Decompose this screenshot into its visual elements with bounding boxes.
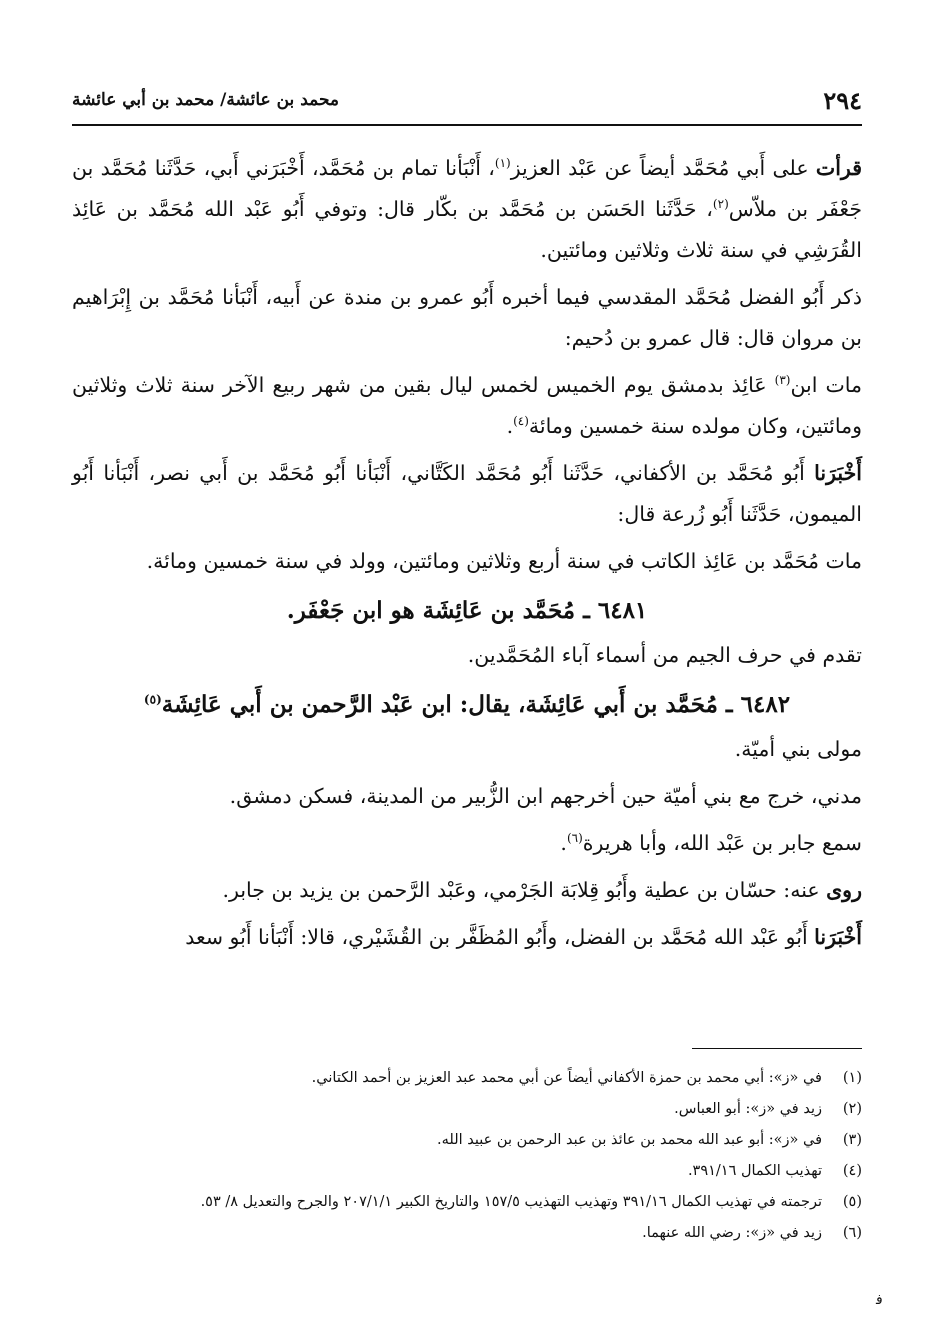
footnotes [72,1048,862,1249]
footnote-number: (٥) [842,1194,862,1210]
paragraph [72,776,862,817]
lead-word: روى [826,878,862,902]
footnote-text: في «ز»: أبو عبد الله محمد بن عائذ بن عبد الرحمن بن عبيد الله. [437,1132,822,1148]
running-title: محمد بن عائشة/ محمد بن أبي عائشة [72,90,340,110]
entry-title-6481: ٦٤٨١ ـ مُحَمَّد بن عَائِشَة هو ابن جَعْفَر. [286,597,648,624]
footnote-ref: (٥) [143,692,162,707]
paragraph-text: ، أَنْبَأنا تمام بن مُحَمَّد، أَخْبَرَني أَبي، حَدَّثَنا مُحَمَّد بن جَعْفَر بن ملاّس [72,156,862,221]
paragraph [72,823,862,864]
paragraph-text: أَبُو عَبْد الله مُحَمَّد بن الفضل، وأَبُو المُظَفَّر بن القُشَيْري، قالا: أَنْبَأنا أَبُو سعد [185,925,815,949]
paragraph-text: مدني، خرج مع بني أميّة حين أخرجهم ابن الزُّبير من المدينة، فسكن دمشق. [229,784,862,808]
footnote-text: زيد في «ز»: أبو العباس. [674,1101,822,1117]
footnote [72,1218,862,1249]
paragraph-text: مات مُحَمَّد بن عَائِذ الكاتب في سنة أربع وثلاثين ومائتين، وولد في سنة خمسين ومائة. [146,549,862,573]
paragraph-text: عنه: حسّان بن عطية وأَبُو قِلابَة الجَرْمي، وعَبْد الرَّحمن بن يزيد بن جابر. [222,878,827,902]
footnote-text: زيد في «ز»: رضي الله عنهما. [642,1225,822,1241]
main-text [72,148,862,964]
paragraph-text: على أَبي مُحَمَّد أيضاً عن عَبْد العزيز [510,156,816,180]
paragraph [72,729,862,770]
footnote [72,1187,862,1218]
paragraph-text: . [506,414,514,438]
paragraph [72,917,862,958]
paragraph-text: مولى بني أميّة. [734,737,862,761]
paragraph [72,635,862,676]
paragraph-text: . [560,831,567,855]
paragraph-text: أَبُو مُحَمَّد بن الأكفاني، حَدَّثَنا أَبُو مُحَمَّد الكَتَّاني، أَنْبَأنا أَبُو مُحَمَّد بن أَبي نصر، أَنْبَأنا أَبُو الميمون، حَدَّثَنا أَبُو زُرعة قال: [72,461,862,526]
footnote-number: (٢) [842,1101,862,1117]
footnote-ref: (١) [494,156,511,171]
footnote-text: ترجمته في تهذيب الكمال ٣٩١/١٦ وتهذيب التهذيب ١٥٧/٥ والتاريخ الكبير ٢٠٧/١/١ والجرح والتعديل ٨/ ٥٣. [200,1194,822,1210]
footnote-number: (٣) [842,1132,862,1148]
footnote-ref: (٣) [774,373,791,388]
corner-mark: ﻓ [876,1292,883,1308]
paragraph [72,541,862,582]
paragraph-text: عَائِذ بدمشق يوم الخميس لخمس ليال بقين من شهر ربيع الآخر سنة ثلاث وثلاثين ومائتين، وكان مولده سنة خمسين ومائة [72,373,862,438]
footnote [72,1063,862,1094]
lead-word: أَخْبَرَنا [814,461,862,485]
paragraph-text: سمع جابر بن عَبْد الله، وأبا هريرة [582,831,862,855]
footnote-text: تهذيب الكمال ٣٩١/١٦. [687,1163,822,1179]
paragraph [72,870,862,911]
lead-word: قرأت [815,156,862,180]
entry-title-text: ٦٤٨٢ ـ مُحَمَّد بن أَبي عَائِشَة، يقال: ابن عَبْد الرَّحمن بن أَبي عَائِشَة [161,691,791,718]
footnote-ref: (٤) [513,414,529,429]
paragraph [72,365,862,447]
footnote [72,1156,862,1187]
footnote-number: (١) [842,1070,862,1086]
paragraph-text: ذكر أَبُو الفضل مُحَمَّد المقدسي فيما أخبره أَبُو عمرو بن مندة عن أَبيه، أَنْبَأنا مُحَمَّد بن إِبْرَاهيم بن مروان قال: قال عمرو بن دُحيم: [72,285,862,350]
lead-word: أَخْبَرَنا [814,925,862,949]
paragraph [72,453,862,535]
footnote-ref: (٢) [712,197,729,212]
footnote [72,1094,862,1125]
footnote-number: (٤) [842,1163,862,1179]
paragraph-text: ، حَدَّثَنا الحَسَن بن مُحَمَّد بن بكّار قال: وتوفي أَبُو عَبْد الله مُحَمَّد بن عَائِذ القُرَشِي في سنة ثلاث وثلاثين ومائتين. [72,197,862,262]
footnote-ref: (٦) [566,831,583,846]
footnote-number: (٦) [842,1225,862,1241]
footnote-text: في «ز»: أبي محمد بن حمزة الأكفاني أيضاً عن أبي محمد عبد العزيز بن أحمد الكتاني. [311,1070,822,1086]
footnote [72,1125,862,1156]
entry-title-6482 [72,684,862,725]
page-header [72,82,862,126]
paragraph-text: تقدم في حرف الجيم من أسماء آباء المُحَمَّدين. [467,643,862,667]
paragraph [72,148,862,271]
paragraph-text: مات ابن [790,373,862,397]
page-number: ٢٩٤ [823,86,862,115]
paragraph [72,277,862,359]
footnote-divider [692,1048,862,1049]
